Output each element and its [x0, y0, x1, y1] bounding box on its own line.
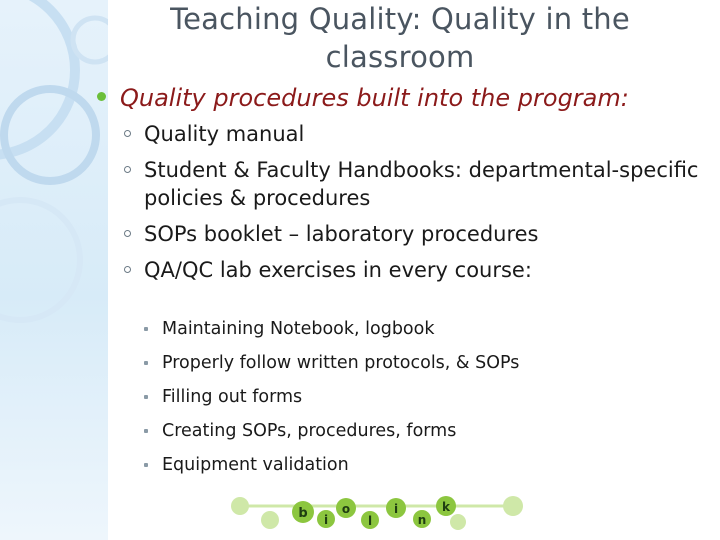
- logo-letter-i-2: [386, 498, 406, 518]
- sub-sub-bullet-list: [144, 312, 664, 482]
- sub-bullet-text: QA/QC lab exercises in every course:: [144, 258, 532, 282]
- decorative-circles: [0, 0, 108, 540]
- logo-letter-l: [361, 511, 379, 529]
- green-bullet-icon: [97, 92, 106, 101]
- square-bullet-icon: [144, 327, 148, 331]
- logo-letter-b: [292, 501, 314, 523]
- decorative-left-band: [0, 0, 108, 540]
- sub-bullet-text: Quality manual: [144, 122, 305, 146]
- sub-sub-bullet-item: [144, 414, 664, 448]
- svg-text:i: i: [393, 502, 399, 516]
- sub-sub-bullet-item: [144, 380, 664, 414]
- sub-bullet-item: [124, 120, 704, 148]
- slide-title-line-1: Teaching Quality: Quality in the: [170, 2, 630, 36]
- svg-text:b: b: [298, 506, 308, 521]
- sub-sub-bullet-text: Filling out forms: [162, 387, 303, 407]
- biolink-logo: [228, 486, 528, 540]
- ring-bullet-icon: [124, 230, 131, 237]
- sub-bullet-list: [124, 120, 704, 292]
- sub-bullet-text: Student & Faculty Handbooks: departmental-specific policies & procedures: [144, 158, 699, 210]
- sub-bullet-item: [124, 156, 704, 212]
- sub-sub-bullet-text: Equipment validation: [162, 455, 349, 475]
- main-bullet-text: Quality procedures built into the program:: [120, 84, 629, 112]
- logo-letter-n: [413, 510, 431, 528]
- sub-bullet-item: [124, 256, 704, 284]
- sub-sub-bullet-text: Properly follow written protocols, & SOPs: [162, 353, 520, 373]
- slide-title-line-2: classroom: [325, 40, 475, 74]
- sub-sub-bullet-item: [144, 312, 664, 346]
- logo-letter-k: [436, 496, 456, 516]
- ring-bullet-icon: [124, 166, 131, 173]
- svg-text:o: o: [341, 502, 351, 516]
- square-bullet-icon: [144, 463, 148, 467]
- ring-bullet-icon: [124, 266, 131, 273]
- svg-text:i: i: [323, 513, 329, 527]
- sub-sub-bullet-text: Creating SOPs, procedures, forms: [162, 421, 457, 441]
- sub-bullet-text: SOPs booklet – laboratory procedures: [144, 222, 539, 246]
- svg-text:k: k: [442, 500, 450, 514]
- square-bullet-icon: [144, 429, 148, 433]
- sub-sub-bullet-item: [144, 448, 664, 482]
- logo-letter-i: [317, 510, 335, 528]
- svg-text:l: l: [367, 514, 373, 528]
- square-bullet-icon: [144, 361, 148, 365]
- sub-bullet-item: [124, 220, 704, 248]
- slide-title: [150, 0, 650, 76]
- logo-letter-o: [336, 498, 356, 518]
- main-bullet: [97, 84, 707, 112]
- sub-sub-bullet-text: Maintaining Notebook, logbook: [162, 319, 435, 339]
- ring-bullet-icon: [124, 130, 131, 137]
- svg-text:n: n: [417, 513, 427, 527]
- square-bullet-icon: [144, 395, 148, 399]
- sub-sub-bullet-item: [144, 346, 664, 380]
